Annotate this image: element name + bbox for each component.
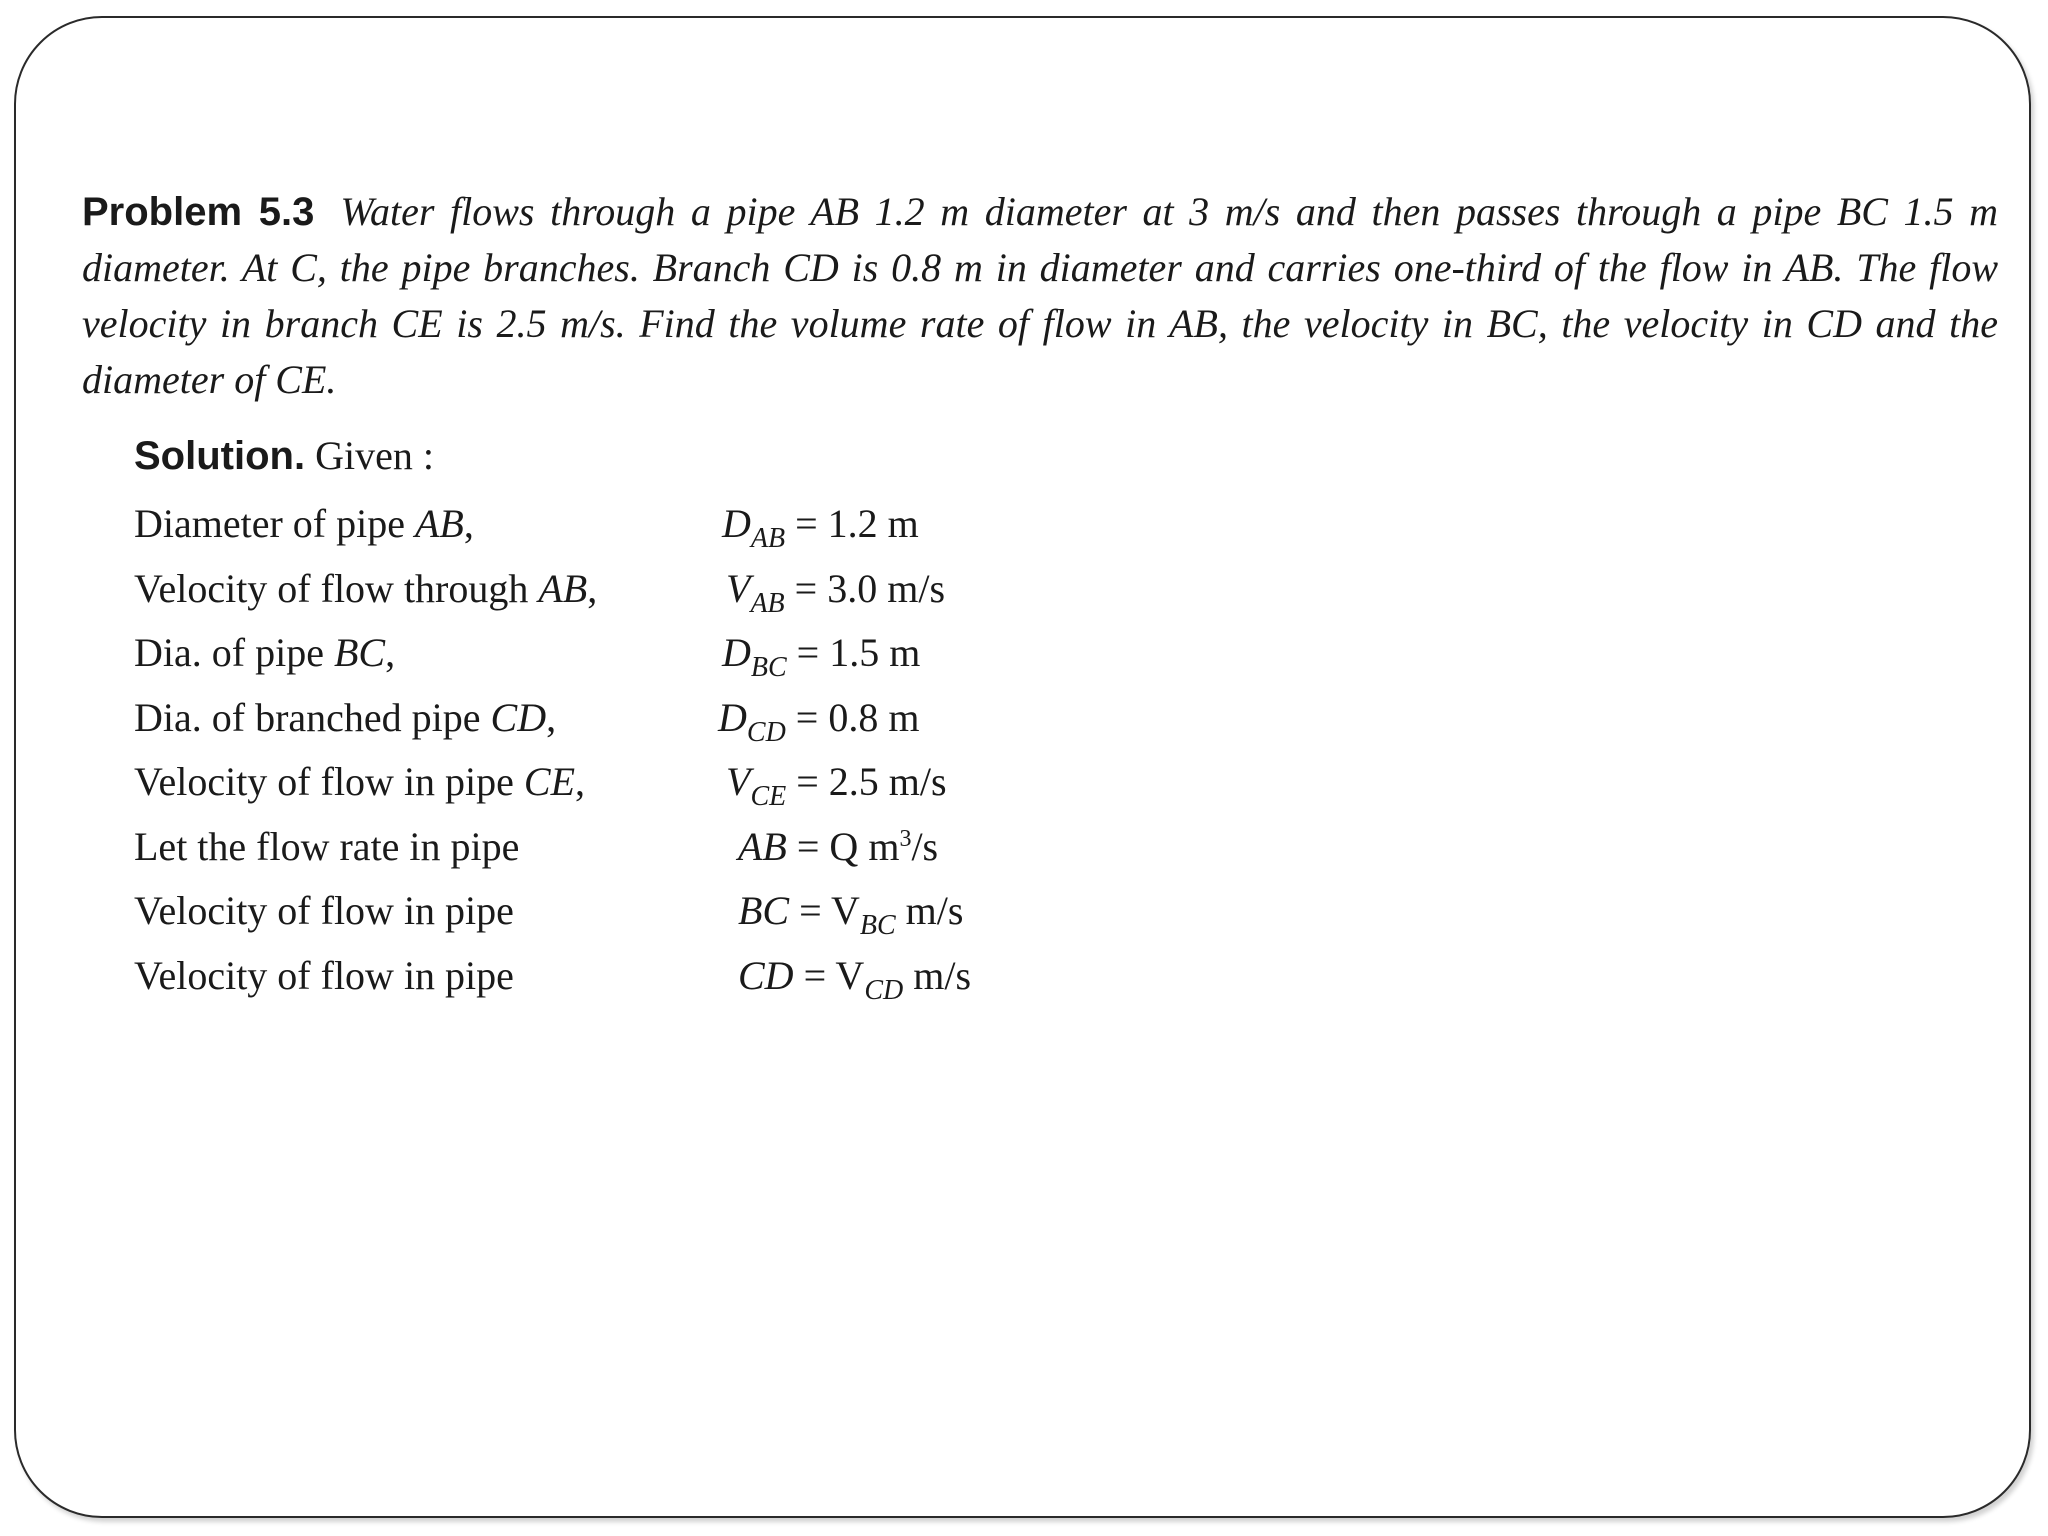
solution-heading (134, 428, 434, 484)
given-description: Dia. of pipe BC, (134, 630, 396, 675)
given-expression: $D_{AB} = 1.2$ m (722, 501, 919, 554)
given-description: Let the flow rate in pipe (134, 823, 520, 869)
problem-label: Problem 5.3 (82, 190, 315, 234)
given-description: Dia. of branched pipe CD, (134, 694, 557, 740)
given-description: Velocity of flow through AB, (134, 565, 598, 611)
problem-statement (82, 184, 1998, 408)
solution-given-label: Given : (315, 433, 434, 478)
solution-label: Solution. (134, 434, 306, 478)
given-description: Velocity of flow in pipe CE, (134, 759, 586, 804)
given-description: Velocity of flow in pipe (134, 952, 514, 998)
given-expression: CD = $V_{CD}$ m/s (738, 952, 972, 1006)
given-expression: $V_{AB} = 3.0$ m/s (726, 565, 946, 619)
given-expression: $V_{CE} = 2.5$ m/s (726, 759, 947, 812)
given-description: Velocity of flow in pipe (134, 888, 514, 933)
given-expression: $D_{BC} = 1.5$ m (722, 630, 921, 683)
given-expression: AB = Q $m^3/s$ (738, 823, 939, 869)
given-description: Diameter of pipe AB, (134, 501, 474, 546)
given-expression: BC = $V_{BC}$ m/s (738, 888, 964, 941)
given-expression: $D_{CD} = 0.8$ m (718, 694, 920, 748)
problem-text: Water flows through a pipe AB 1.2 m diameter at 3 m/s and then passes through a pipe BC 1.5 m diameter. At C, the pipe branches. Branch CD is 0.8 m in diameter and carries one-third of the flow in AB. The flow velocity in branch CE is 2.5 m/s. Find the volume rate of flow in AB, the velocity in BC, the velocity in CD and the diameter of CE. (82, 189, 1998, 402)
